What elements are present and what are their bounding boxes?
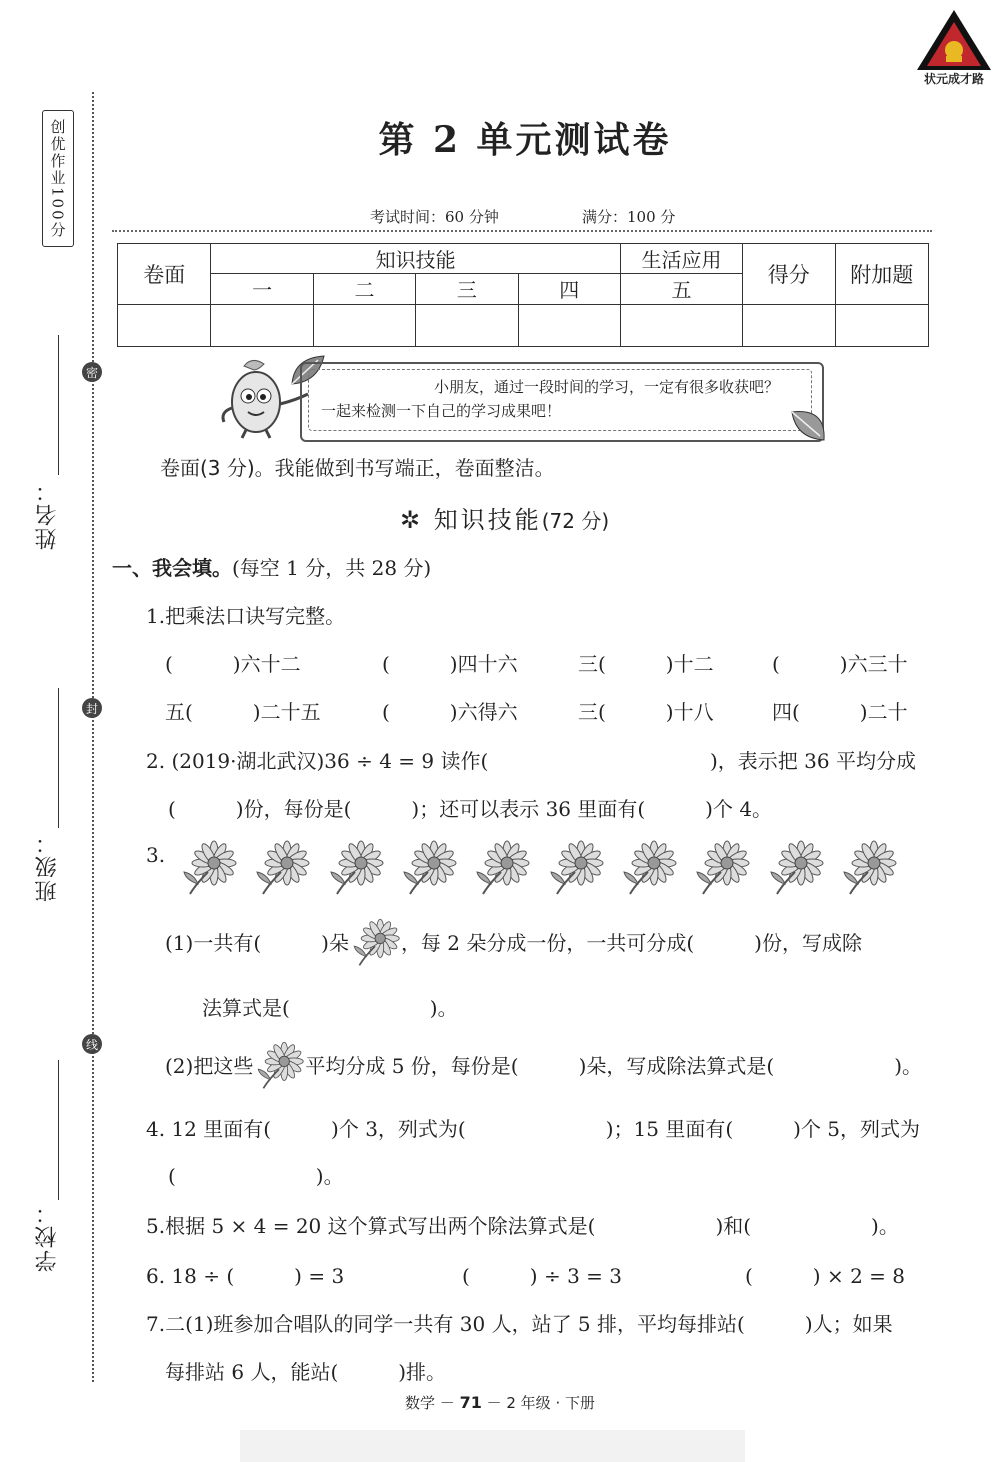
q7-line1[interactable]: 7.二(1)班参加合唱队的同学一共有 30 人，站了 5 排，平均每排站( )人；如果 — [146, 1312, 893, 1336]
sub-col-5: 五 — [620, 274, 742, 304]
page-footer: 数学 － 71 － 2 年级 · 下册 — [404, 1393, 595, 1412]
q4-line1[interactable]: 4. 12 里面有( )个 3，列式为( )；15 里面有( )个 5，列式为 — [146, 1117, 921, 1141]
score-cell-3[interactable] — [416, 304, 518, 346]
q6-c[interactable]: ( ) × 2 = 8 — [745, 1264, 905, 1288]
sub-col-4: 四 — [518, 274, 620, 304]
q1-blank[interactable]: 三( )十二 — [578, 652, 714, 676]
logo-text: 状元成才路 — [923, 72, 984, 86]
page-title: 第 2 单元测试卷 — [378, 119, 672, 161]
exam-time: 考试时间：60 分钟 — [370, 208, 499, 226]
col-shenghuo: 生活应用 — [620, 244, 742, 274]
col-fujia: 附加题 — [835, 244, 928, 305]
binding-dotted-line — [92, 92, 94, 1382]
flower-icon — [618, 836, 678, 896]
flower-icon — [251, 836, 311, 896]
score-cell-5[interactable] — [620, 304, 742, 346]
flower-icon — [838, 836, 898, 896]
score-cell-1[interactable] — [211, 304, 313, 346]
part1-heading: 一、我会填。 (每空 1 分，共 28 分) — [112, 556, 432, 580]
flower-icon — [471, 836, 531, 896]
q2-line1-end: )，表示把 36 平均分成 — [710, 749, 916, 773]
q1-blank[interactable]: 三( )十八 — [578, 700, 714, 724]
name-blank-line[interactable] — [58, 335, 59, 475]
seal-feng: 封 — [82, 698, 102, 718]
q3-part2[interactable]: (2)把这些 平均分成 5 份，每份是( )朵，写成除法算式是( )。 — [165, 1038, 922, 1090]
col-zhishi: 知识技能 — [211, 244, 620, 274]
sub-col-3: 三 — [416, 274, 518, 304]
star-icon: ✲ — [400, 506, 424, 534]
flower-icon — [349, 915, 401, 967]
q6-a[interactable]: 6. 18 ÷ ( ) = 3 — [146, 1264, 345, 1288]
q2-line1[interactable]: 2. (2019·湖北武汉)36 ÷ 4 = 9 读作( — [146, 749, 489, 773]
seal-mi: 密 — [82, 362, 102, 382]
neatness-note: 卷面(3 分)。我能做到书写端正，卷面整洁。 — [160, 456, 555, 480]
score-cell-4[interactable] — [518, 304, 620, 346]
seal-xian: 线 — [82, 1034, 102, 1054]
q6-b[interactable]: ( ) ÷ 3 = 3 — [462, 1264, 622, 1288]
score-cell-bonus[interactable] — [835, 304, 928, 346]
score-cell-juanmian[interactable] — [118, 304, 211, 346]
class-blank-line[interactable] — [58, 688, 59, 828]
flower-icon — [765, 836, 825, 896]
series-label: 创优作业100分 — [42, 110, 74, 247]
class-label: 班级： — [35, 830, 60, 902]
col-juanmian: 卷面 — [118, 244, 211, 305]
flower-icon — [325, 836, 385, 896]
school-label: 学校： — [35, 1200, 60, 1272]
flower-icon — [178, 836, 238, 896]
q1-blank[interactable]: ( )六得六 — [382, 700, 518, 724]
q3-part1[interactable]: (1)一共有( )朵 ，每 2 朵分成一份，一共可分成( )份，写成除 — [165, 915, 862, 967]
page-number: 71 — [459, 1393, 482, 1412]
q1-blank[interactable]: ( )四十六 — [382, 652, 518, 676]
full-score: 满分：100 分 — [582, 208, 676, 226]
q2-line2[interactable]: ( )份，每份是( )；还可以表示 36 里面有( )个 4。 — [168, 797, 773, 821]
q3-label: 3. — [146, 843, 166, 867]
banner-text: 小朋友，通过一段时间的学习，一定有很多收获吧？ 一起来检测一下自己的学习成果吧！ — [308, 369, 812, 431]
q7-line2[interactable]: 每排站 6 人，能站( )排。 — [165, 1360, 447, 1384]
flower-row — [178, 836, 898, 896]
school-blank-line[interactable] — [58, 1060, 59, 1200]
flower-icon — [691, 836, 751, 896]
q1-blank[interactable]: 五( )二十五 — [165, 700, 321, 724]
q1-label: 1.把乘法口诀写完整。 — [146, 604, 346, 628]
col-defen: 得分 — [743, 244, 835, 305]
name-label: 姓名： — [35, 478, 60, 550]
q5-line[interactable]: 5.根据 5 × 4 = 20 这个算式写出两个除法算式是( )和( )。 — [146, 1214, 899, 1238]
sub-col-2: 二 — [313, 274, 415, 304]
score-cell-2[interactable] — [313, 304, 415, 346]
flower-icon — [545, 836, 605, 896]
leaf-icon — [786, 404, 828, 444]
q3-part1-cont[interactable]: 法算式是( )。 — [202, 996, 458, 1020]
q1-blank[interactable]: ( )六十二 — [165, 652, 301, 676]
q1-blank[interactable]: 四( )二十 — [772, 700, 908, 724]
flower-icon — [398, 836, 458, 896]
score-table — [117, 243, 929, 347]
header-divider — [112, 230, 932, 232]
flower-icon — [253, 1038, 305, 1090]
score-cell-total[interactable] — [743, 304, 835, 346]
bottom-shade — [240, 1430, 745, 1462]
sub-col-1: 一 — [211, 274, 313, 304]
section-knowledge-skills: ✲ 知识技能(72 分) — [400, 506, 610, 534]
q4-line2[interactable]: ( )。 — [168, 1164, 344, 1188]
q1-blank[interactable]: ( )六三十 — [772, 652, 908, 676]
